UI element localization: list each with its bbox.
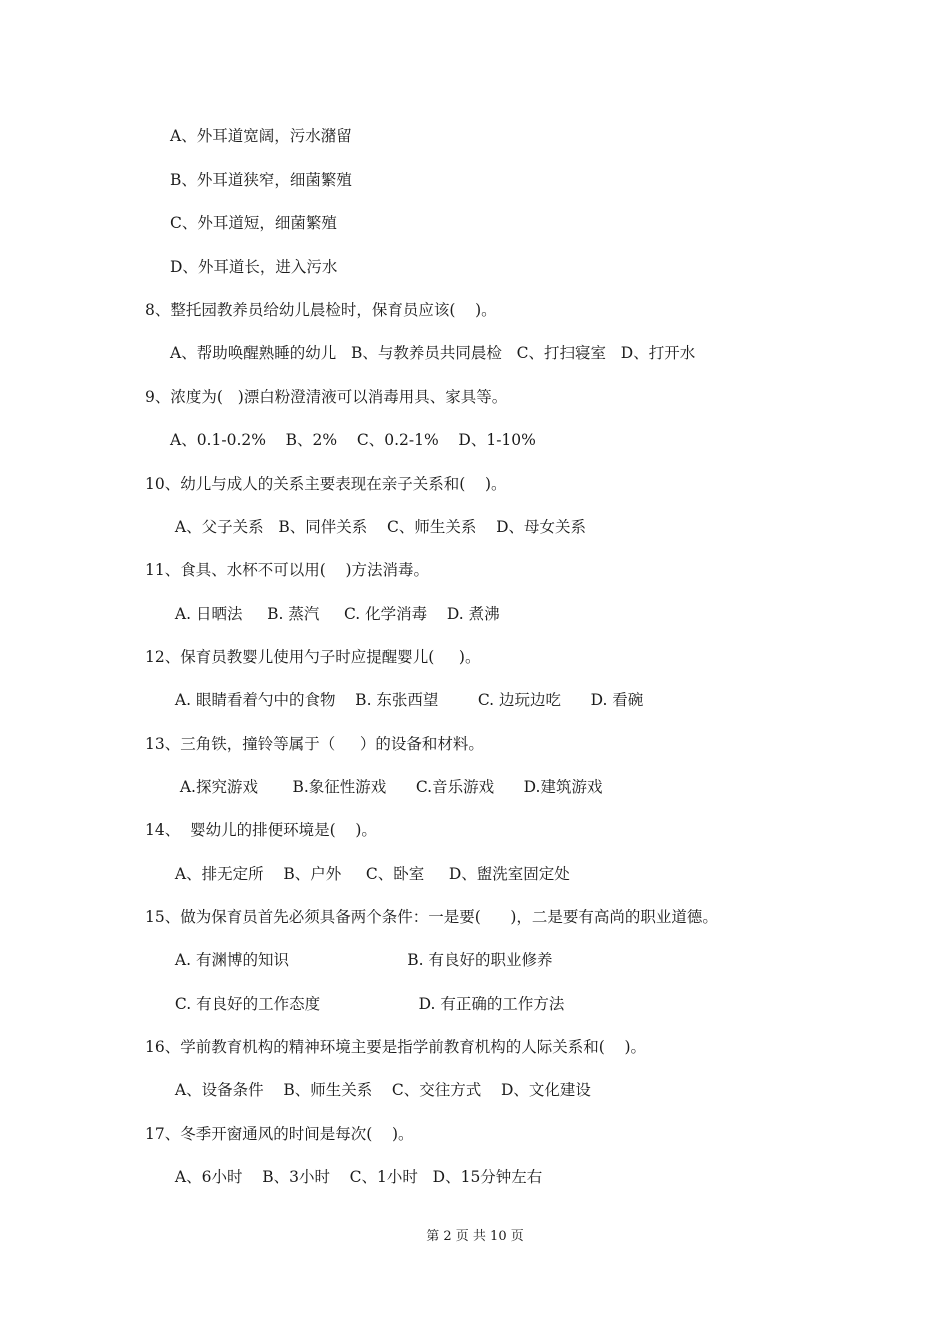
option-prev-c: C、外耳道短，细菌繁殖 [170, 214, 337, 232]
question-8-options: A、帮助唤醒熟睡的幼儿 B、与教养员共同晨检 C、打扫寝室 D、打开水 [170, 344, 696, 362]
question-15-options-cd: C. 有良好的工作态度 D. 有正确的工作方法 [170, 995, 565, 1013]
question-12-stem: 12、保育员教婴儿使用勺子时应提醒婴儿( )。 [145, 648, 481, 666]
question-12-options: A. 眼睛看着勺中的食物 B. 东张西望 C. 边玩边吃 D. 看碗 [170, 691, 644, 709]
question-13-options: A.探究游戏 B.象征性游戏 C.音乐游戏 D.建筑游戏 [170, 778, 603, 796]
question-16-stem: 16、学前教育机构的精神环境主要是指学前教育机构的人际关系和( )。 [145, 1038, 647, 1056]
option-prev-d: D、外耳道长，进入污水 [170, 258, 338, 276]
question-14-stem: 14、 婴幼儿的排便环境是( )。 [145, 821, 377, 839]
option-prev-b: B、外耳道狭窄，细菌繁殖 [170, 171, 352, 189]
question-10-options: A、父子关系 B、同伴关系 C、师生关系 D、母女关系 [170, 518, 586, 536]
question-11-options: A. 日晒法 B. 蒸汽 C. 化学消毒 D. 煮沸 [170, 605, 500, 623]
question-16-options: A、设备条件 B、师生关系 C、交往方式 D、文化建设 [170, 1081, 591, 1099]
page-number-footer: 第 2 页 共 10 页 [426, 1229, 524, 1244]
question-15-stem: 15、做为保育员首先必须具备两个条件：一是要( )，二是要有高尚的职业道德。 [145, 908, 718, 926]
question-13-stem: 13、三角铁，撞铃等属于（ ）的设备和材料。 [145, 735, 484, 753]
question-17-stem: 17、冬季开窗通风的时间是每次( )。 [145, 1125, 414, 1143]
question-9-options: A、0.1-0.2% B、2% C、0.2-1% D、1-10% [170, 431, 536, 449]
question-8-stem: 8、整托园教养员给幼儿晨检时，保育员应该( )。 [145, 301, 497, 319]
question-11-stem: 11、食具、水杯不可以用( )方法消毒。 [145, 561, 430, 579]
question-10-stem: 10、幼儿与成人的关系主要表现在亲子关系和( )。 [145, 475, 507, 493]
question-15-options-ab: A. 有渊博的知识 B. 有良好的职业修养 [170, 951, 553, 969]
question-9-stem: 9、浓度为( )漂白粉澄清液可以消毒用具、家具等。 [145, 388, 508, 406]
question-14-options: A、排无定所 B、户外 C、卧室 D、盥洗室固定处 [170, 865, 570, 883]
question-17-options: A、6小时 B、3小时 C、1小时 D、15分钟左右 [170, 1168, 543, 1186]
option-prev-a: A、外耳道宽阔，污水潴留 [170, 127, 352, 145]
